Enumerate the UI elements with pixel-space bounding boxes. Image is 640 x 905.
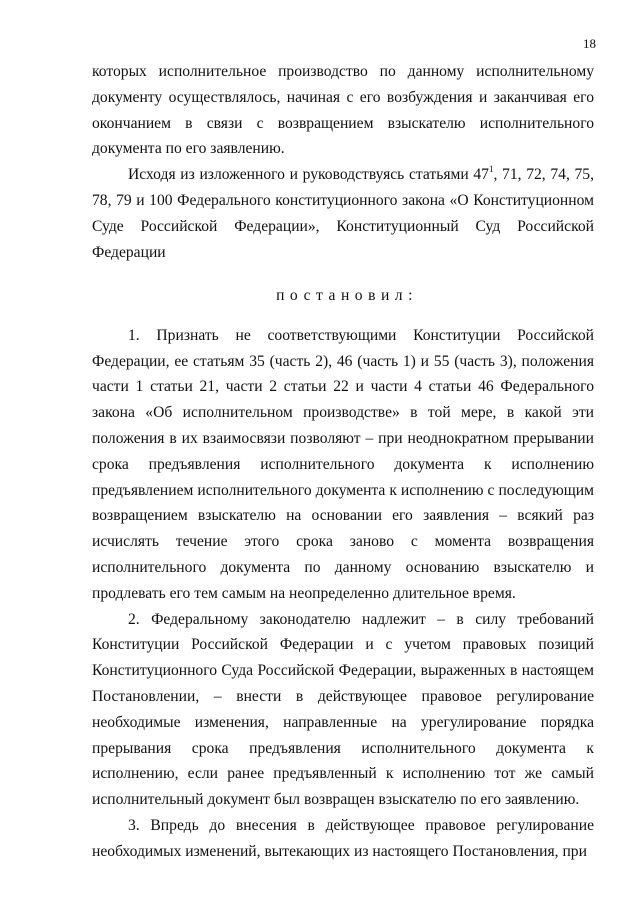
paragraph-continuation: которых исполнительное производство по данному исполнительному документу осуществлялось, начиная с его возбуждения и заканчивая его окончанием в связи с возвращением взыскателю исполнительного документа по его заявлению.	[92, 63, 594, 158]
resolution-item-3: 3. Впредь до внесения в действующее правовое регулирование необходимых изменений, вытекающих из настоящего Постановления, при	[92, 816, 594, 860]
grounds-text-end: , 71, 72, 74, 75, 78, 79 и 100 Федерального конституционного закона «О Конституционном Суде Российской Федерации», Конституционный Суд Российской Федерации	[92, 166, 595, 261]
paragraph-grounds	[92, 162, 594, 265]
resolution-text	[92, 267, 594, 865]
resolution-item-1: 1. Признать не соответствующими Конституции Российской Федерации, ее статьям 35 (часть 2), 46 (часть 1) и 55 (часть 3), положения части 1 статьи 21, части 2 статьи 22 и части 4 статьи 46 Федерального закона «Об исполнительном производстве» в той мере, в какой эти положения в их взаимосвязи позволяют – при неоднократном прерывании срока предъявления исполнительного документа к исполнению предъявлением исполнительного документа к исполнению с последующим возвращением взыскателю на основании его заявления – всякий раз исчислять течение этого срока заново с момента возвращения исполнительного документа по данному основанию взыскателю и продлевать его тем самым на неопределенно длительное время.	[92, 326, 594, 602]
article-superscript: 1	[488, 164, 494, 175]
resolution-heading: постановил:	[276, 287, 418, 304]
resolution-item-2: 2. Федеральному законодателю надлежит – в силу требований Конституции Российской Федерации и с учетом правовых позиций Конституционного Суда Российской Федерации, выраженных в настоящем Постановлении, – внести в действующее правовое регулирование необходимые изменения, направленные на урегулирование порядка прерывания срока предъявления исполнительного документа к исполнению, если ранее предъявленный к исполнению тот же самый исполнительный документ был возвращен взыскателю по его заявлению.	[92, 610, 594, 809]
opening-text	[92, 59, 594, 265]
page-number: 18	[583, 36, 596, 51]
grounds-text-start: Исходя из изложенного и руководствуясь статьями 47	[128, 166, 489, 184]
